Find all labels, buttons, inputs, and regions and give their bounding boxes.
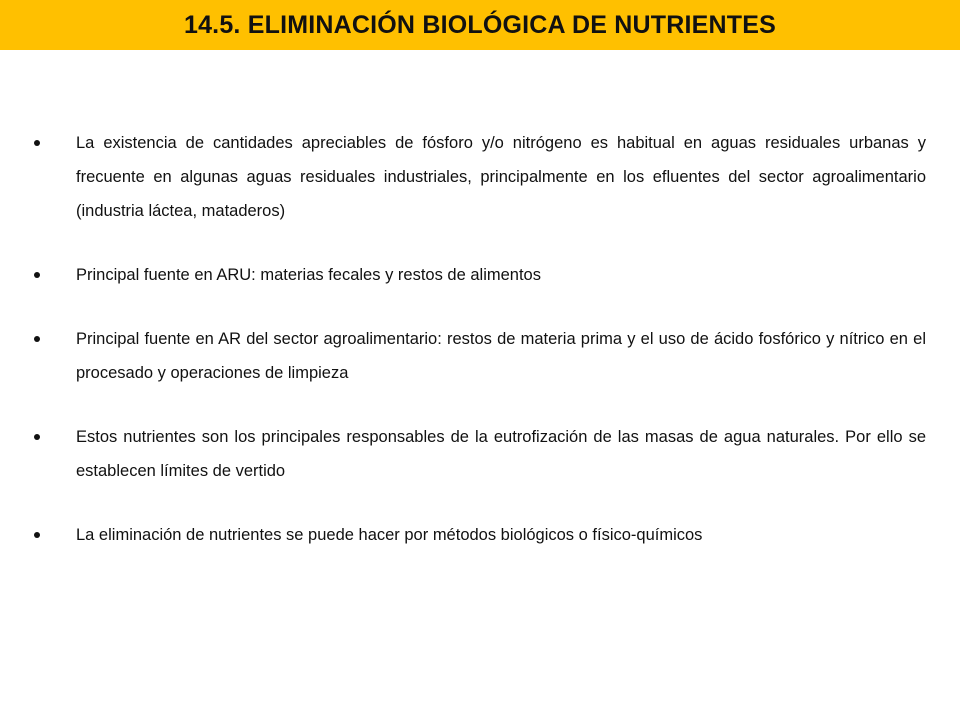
list-item — [30, 322, 926, 390]
bullet-icon — [30, 518, 76, 538]
bullet-list — [30, 126, 926, 552]
list-item — [30, 126, 926, 228]
bullet-icon — [30, 258, 76, 278]
bullet-text: Principal fuente en ARU: materias fecales y restos de alimentos — [76, 266, 541, 284]
bullet-text: Estos nutrientes son los principales responsables de la eutrofización de las masas de agua naturales. Por ello se establecen límites de vertido — [76, 428, 926, 480]
bullet-icon — [30, 126, 76, 146]
page-title: 14.5. ELIMINACIÓN BIOLÓGICA DE NUTRIENTES — [183, 10, 777, 39]
bullet-text: La existencia de cantidades apreciables de fósforo y/o nitrógeno es habitual en aguas residuales urbanas y frecuente en algunas aguas residuales industriales, principalmente en los efluentes del sector agroalimentario (industria láctea, mataderos) — [76, 134, 926, 220]
bullet-icon — [30, 322, 76, 342]
list-item — [30, 518, 926, 552]
bullet-text: Principal fuente en AR del sector agroalimentario: restos de materia prima y el uso de ácido fosfórico y nítrico en el procesado y operaciones de limpieza — [76, 330, 926, 382]
title-bar — [0, 0, 960, 50]
bullet-text: La eliminación de nutrientes se puede hacer por métodos biológicos o físico-químicos — [76, 526, 703, 544]
bullet-icon — [30, 420, 76, 440]
list-item — [30, 420, 926, 488]
list-item — [30, 258, 926, 292]
